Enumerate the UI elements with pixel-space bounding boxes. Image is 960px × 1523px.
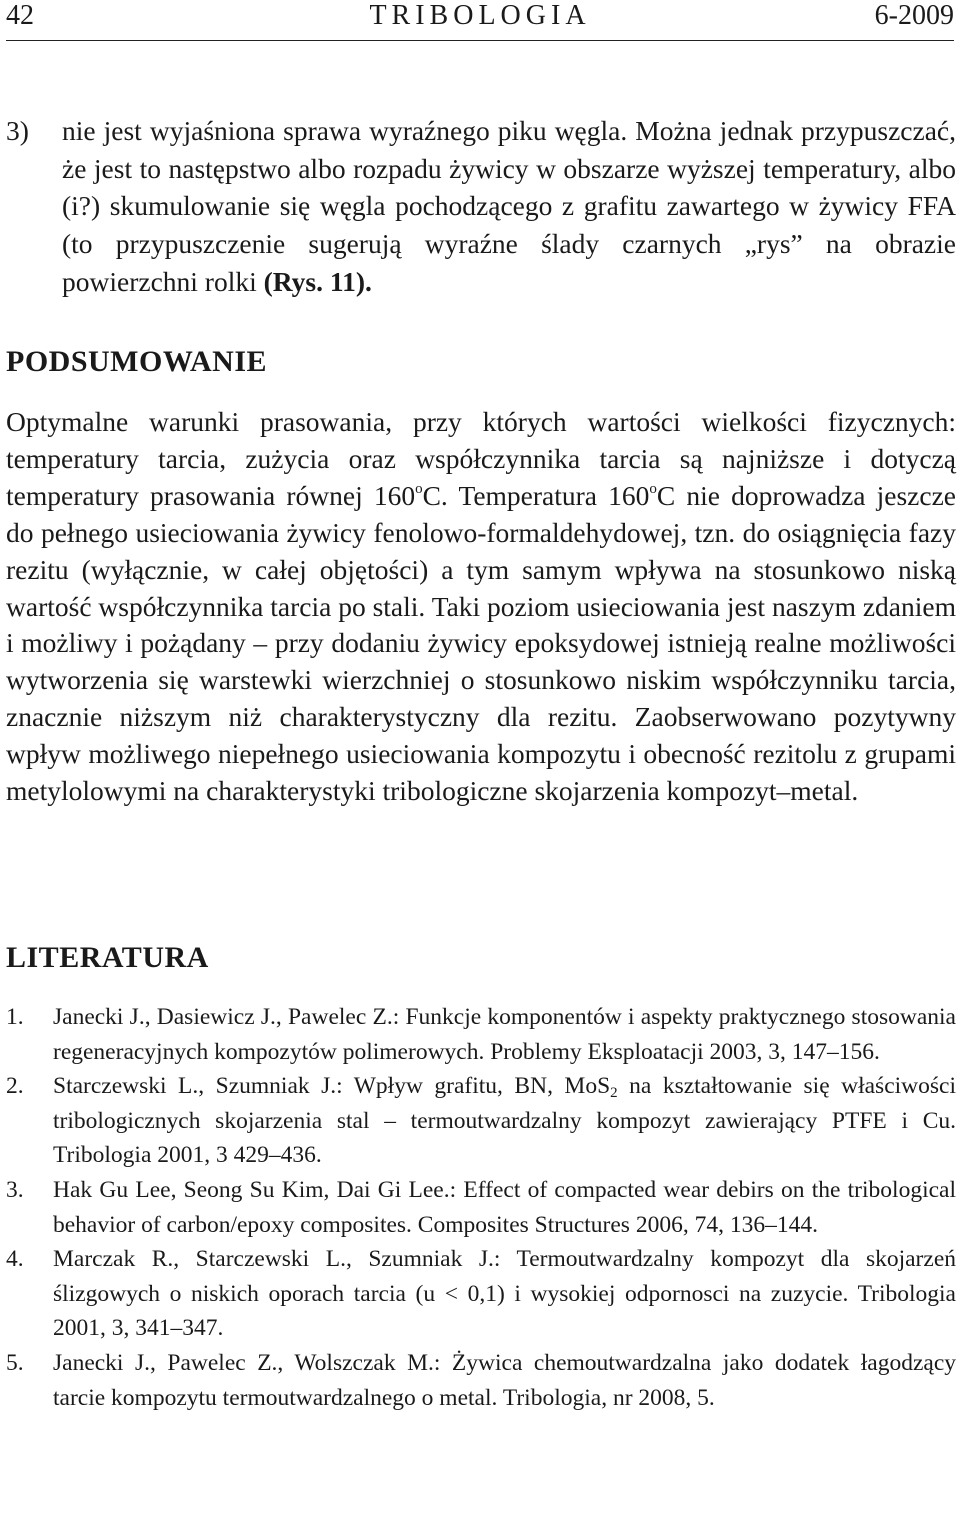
issue-number: 6-2009 bbox=[874, 0, 954, 31]
reference-number: 5. bbox=[6, 1349, 24, 1376]
reference-list bbox=[6, 1000, 956, 1415]
reference-item bbox=[6, 1069, 956, 1173]
item-text bbox=[62, 112, 956, 301]
section-heading-literature: LITERATURA bbox=[6, 941, 209, 974]
page-number: 42 bbox=[6, 0, 34, 31]
reference-text: Hak Gu Lee, Seong Su Kim, Dai Gi Lee.: Effect of compacted wear debirs on the tribological behavior of carbon/epoxy composites. Composites Structures 2006, 74, 136–144. bbox=[53, 1176, 956, 1238]
reference-number: 1. bbox=[6, 1004, 24, 1030]
reference-number: 4. bbox=[6, 1246, 24, 1273]
page-header bbox=[6, 0, 954, 41]
figure-reference: (Rys. 11). bbox=[263, 265, 372, 297]
numbered-item-3 bbox=[6, 112, 956, 301]
reference-text: Starczewski L., Szumniak J.: Wpływ grafitu, BN, MoS bbox=[53, 1073, 611, 1100]
summary-part-2: C. Temperatura 160 bbox=[422, 479, 650, 511]
reference-item bbox=[6, 1173, 956, 1242]
reference-item bbox=[6, 1242, 956, 1346]
item-number: 3) bbox=[6, 115, 29, 146]
summary-part-3: C nie doprowadza jeszcze do pełnego usieciowania żywicy fenolowo-formaldehydowej, tzn. do osiągnięcia fazy rezitu (wyłącznie, w całej objętości) a tym samym wpływa na stosunkowo niską wartość współczynnika tarcia po stali. Taki poziom usieciowania jest naszym zdaniem i możliwy i pożądany – przy dodaniu żywicy epoksydowej istnieją realne możliwości wytworzenia się warstewki wierzchniej o stosunkowo niskim współczynniku tarcia, znacznie niższym niż charakterystyczny dla rezitu. Zaobserwowano pozytywny wpływ możliwego niepełnego usieciowania kompozytu i obecność rezitolu z grupami metylolowymi na charakterystyki tribologiczne skojarzenia kompozyt–metal. bbox=[6, 479, 956, 807]
reference-text: Marczak R., Starczewski L., Szumniak J.: Termoutwardzalny kompozyt dla skojarzeń ślizgowych o niskich oporach tarcia (u < 0,1) i wysokiej odpornosci na zuzycie. Tribologia 2001, 3, 341–347. bbox=[53, 1246, 956, 1342]
item-body: nie jest wyjaśniona sprawa wyraźnego piku węgla. Można jednak przypuszczać, że jest to następstwo albo rozpadu żywicy w obszarze wyższej temperatury, albo (i?) skumulowanie się węgla pochodzącego z grafitu zawartego w żywicy FFA (to przypuszczenie sugerują wyraźne ślady czarnych „rys” na obrazie powierzchni rolki bbox=[62, 115, 956, 297]
reference-number: 2. bbox=[6, 1073, 24, 1100]
degree-superscript: o bbox=[415, 480, 423, 497]
subscript: 2 bbox=[610, 1085, 618, 1102]
reference-text: Janecki J., Pawelec Z., Wolszczak M.: Żywica chemoutwardzalna jako dodatek łagodzący tarcie kompozytu termoutwardzalnego o metal. Tribologia, nr 2008, 5. bbox=[53, 1349, 956, 1411]
journal-title: TRIBOLOGIA bbox=[369, 0, 591, 31]
reference-text-cont: na kształtowanie się właściwości tribologicznych skojarzenia stal – termoutwardzalny kompozyt zawierający PTFE i Cu. Tribologia 2001, 3 429–436. bbox=[53, 1073, 956, 1169]
reference-number: 3. bbox=[6, 1176, 24, 1203]
section-heading-summary: PODSUMOWANIE bbox=[6, 345, 268, 378]
summary-part-1: Optymalne warunki prasowania, przy których wartości wielkości fizycznych: temperatury tarcia, zużycia oraz współczynnika tarcia są najniższe i dotyczą temperatury prasowania równej 160 bbox=[6, 406, 956, 511]
summary-paragraph bbox=[6, 404, 956, 810]
reference-item bbox=[6, 1000, 956, 1069]
reference-text: Janecki J., Dasiewicz J., Pawelec Z.: Funkcje komponentów i aspekty praktycznego stosowania regeneracyjnych kompozytów polimerowych. Problemy Eksploatacji 2003, 3, 147–156. bbox=[53, 1004, 956, 1065]
reference-item bbox=[6, 1346, 956, 1415]
degree-superscript: o bbox=[649, 480, 657, 497]
